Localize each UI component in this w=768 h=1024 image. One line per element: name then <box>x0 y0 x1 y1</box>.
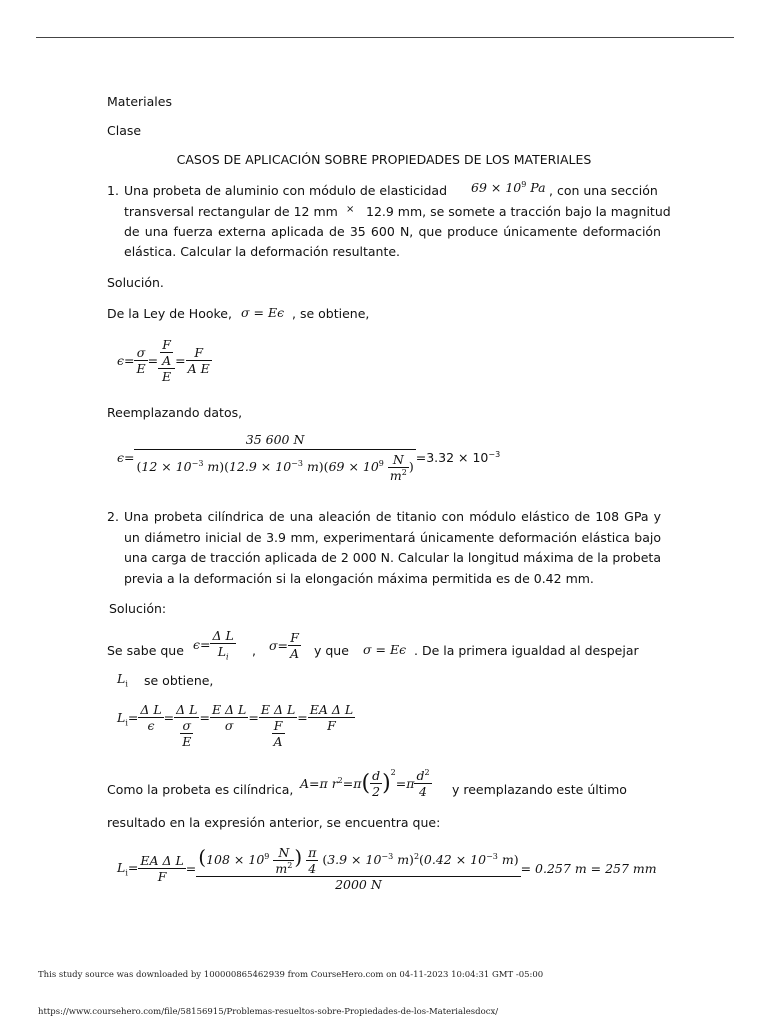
problem-1-text-b: , con una sección <box>549 183 658 198</box>
final-length-result: = 0.257 m = 257 mm <box>520 861 657 877</box>
hooke-text-b: , se obtiene, <box>292 306 370 321</box>
problem-2-number: 2. <box>107 509 119 524</box>
solution-1-label: Solución. <box>107 275 164 290</box>
problem-1-number: 1. <box>107 183 119 198</box>
page-title: CASOS DE APLICACIÓN SOBRE PROPIEDADES DE LOS MATERIALES <box>176 152 592 167</box>
circle-area-formula: A=π $r^2=\pi$ ( $\frac{d}{2}$ ) $^2$ =π $\frac{d^2}{4}$ <box>300 768 430 800</box>
cylindrical-text-c: resultado en la expresión anterior, se encuentra que: <box>107 815 441 830</box>
header-subject: Materiales <box>107 94 172 109</box>
initial-length-derivation-formula: $L_i=$ $\frac{\text{Δ L}}{\epsilon}$ = $\frac{\text{Δ L}}{\frac{\sigma}{E}}$ = $\frac{\text{E Δ L}}{\sigma}$ = $\frac{\text{E Δ L}}{\frac{F}{A}}$ = $\frac{\text{EA Δ L}}{F}$ <box>117 702 354 749</box>
times-symbol: × <box>346 204 355 215</box>
strain-result: =3.32 × 10 <box>415 450 489 466</box>
problem-1-text-d: 12.9 mm, se somete a tracción bajo la magnitud <box>366 204 671 219</box>
obtain-text: se obtiene, <box>144 673 214 688</box>
source-url[interactable]: https://www.coursehero.com/file/58156915/Problemas-resueltos-sobre-Propiedades-de-los-Materialesdocx/ <box>38 1007 499 1017</box>
replace-data-label: Reemplazando datos, <box>107 405 243 420</box>
comma-separator: , <box>252 643 256 658</box>
elastic-modulus-formula: $69 \times 10^9$ Pa <box>471 180 546 196</box>
strain-definition-formula: ϵ= $\frac{\text{Δ L}}{L_i}$ <box>193 628 234 662</box>
problem-1-text-c: transversal rectangular de 12 mm <box>124 204 338 219</box>
top-rule <box>36 37 734 38</box>
problem-1-text-e: de una fuerza externa aplicada de 35 600 N, que produce únicamente deformación <box>124 224 661 239</box>
hooke-law-formula: σ = Eϵ <box>241 305 285 320</box>
initial-length-calculation-formula: $L_i=$ $\frac{\text{EA Δ L}}{F}$ = ($108 \times 10^9$ $\frac{N}{m^2}$ ) $\frac{\pi}{4}$ ($3.9 \times 10^{-3}$ $m)^2(0.42 \times 10^{-3}$ m) 2000 N = 0.257 m = 257 mm <box>117 845 657 893</box>
known-text-b: y que <box>314 643 349 658</box>
problem-2-text: Una probeta cilíndrica de una aleación de titanio con módulo elástico de 108 GPa y un diámetro inicial de 3.9 mm, experimentará únicamente deformación elástica bajo una carga de tracción aplicada de 2 000 N. Calcular la longitud máxima de la probeta previa a la deformación si la elongación máxima permitida es de 0.42 mm. <box>124 509 661 586</box>
download-notice: This study source was downloaded by 100000865462939 from CourseHero.com on 04-11-2023 10:04:31 GMT -05:00 <box>38 970 544 980</box>
strain-derivation-formula: ϵ= $\frac{\sigma}{E}$ = $\frac{\frac{F}{A}}{E}$ = $\frac{F}{\text{A E}}$ <box>117 337 210 384</box>
initial-length-symbol: $L_i$ <box>117 671 128 689</box>
problem-1-text-a: Una probeta de aluminio con módulo de elasticidad <box>124 183 448 198</box>
cylindrical-text-b: y reemplazando este último <box>452 782 627 797</box>
hooke-law-formula-2: σ = Eϵ <box>363 642 407 657</box>
known-text-a: Se sabe que <box>107 643 184 658</box>
hooke-text-a: De la Ley de Hooke, <box>107 306 232 321</box>
solution-2-label: Solución: <box>109 601 167 616</box>
strain-calculation-formula: ϵ= 35 600 N ($12 \times 10^{-3}$ $m)(12.9 \times 10^{-3}$ $m)(69 \times 10^9$ $\frac{N}{m^2}$ ) $=3.32 \times 10^{-3}$ <box>117 432 501 484</box>
problem-1-text-f: elástica. Calcular la deformación resultante. <box>124 244 401 259</box>
known-text-c: . De la primera igualdad al despejar <box>414 643 639 658</box>
stress-definition-formula: σ= $\frac{F}{A}$ <box>269 630 300 661</box>
cylindrical-text-a: Como la probeta es cilíndrica, <box>107 782 294 797</box>
header-class: Clase <box>107 123 142 138</box>
